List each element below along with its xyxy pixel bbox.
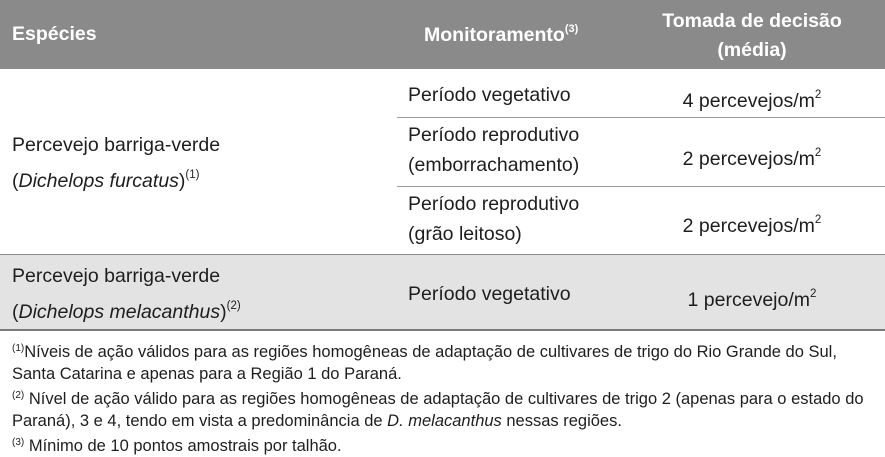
scientific-name: Dichelops furcatus	[18, 170, 179, 192]
footnote-italic: D. melacanthus	[387, 412, 502, 430]
footnote-text-end: nessas regiões.	[501, 412, 622, 430]
period-line1: Período vegetativo	[408, 84, 571, 106]
row-divider	[397, 117, 885, 118]
note-ref: (2)	[226, 300, 241, 312]
decision-text: 2 percevejos/m	[682, 148, 815, 170]
decision-sup: 2	[810, 288, 817, 300]
table-bottom-rule	[0, 329, 885, 331]
footnote-3	[0, 432, 885, 457]
species-common-name: Percevejo barriga-verde	[12, 134, 221, 156]
paren-open: (	[12, 170, 19, 192]
decision-sup: 2	[814, 89, 822, 101]
species-common-name: Percevejo barriga-verde	[12, 265, 221, 287]
header-monitoring	[424, 23, 578, 47]
header-decision-line1: Tomada de decisão	[662, 10, 842, 32]
decision-sup: 2	[814, 214, 822, 226]
decision-cell	[619, 138, 885, 174]
decision-sup: 2	[814, 147, 822, 159]
period-line1: Período reprodutivo	[408, 124, 580, 146]
species-scientific	[12, 160, 220, 196]
decision-cell	[619, 205, 885, 241]
footnote-text: Nível de ação válido para as regiões homogêneas de adaptação de cultivares de trigo 2 (apenas para o estado do Paraná), 3 e 4, tendo em vista a predominância de	[12, 390, 864, 430]
footnote-text: Níveis de ação válidos para as regiões homogêneas de adaptação de cultivares de trigo do Rio Grande do Sul, Santa Catarina e apenas para a Região 1 do Paraná.	[12, 343, 837, 383]
header-decision	[619, 7, 885, 65]
decision-cell	[619, 279, 885, 315]
footnote-text: Mínimo de 10 pontos amostrais por talhão.	[24, 437, 342, 455]
period-cell	[408, 189, 579, 249]
header-decision-line2: (média)	[717, 39, 787, 61]
note-ref: (1)	[185, 169, 200, 181]
species-cell-furcatus	[12, 130, 220, 196]
footnotes	[0, 338, 885, 457]
period-cell	[408, 120, 579, 180]
paren-open: (	[12, 301, 19, 323]
row-divider	[397, 186, 885, 187]
header-species: Espécies	[12, 23, 97, 45]
footnote-ref: (2)	[12, 390, 25, 401]
header-monitoring-note-ref: (3)	[564, 23, 579, 35]
group-divider	[0, 254, 885, 255]
period-line1: Período reprodutivo	[408, 193, 580, 215]
decision-text: 2 percevejos/m	[682, 215, 815, 237]
period-line2: (emborrachamento)	[408, 154, 580, 176]
species-scientific	[12, 291, 241, 327]
header-monitoring-label: Monitoramento	[424, 24, 565, 46]
table-header	[0, 0, 885, 69]
footnote-2	[0, 385, 885, 432]
species-cell-melacanthus	[12, 261, 241, 327]
period-line1: Período vegetativo	[408, 283, 571, 305]
period-cell	[408, 279, 571, 309]
footnote-1	[0, 338, 885, 385]
footnote-ref: (1)	[12, 343, 25, 354]
paren-close: )	[220, 301, 227, 323]
decision-text: 4 percevejos/m	[682, 90, 815, 112]
period-cell	[408, 80, 571, 110]
decision-cell	[619, 80, 885, 116]
footnote-ref: (3)	[12, 437, 25, 448]
period-line2: (grão leitoso)	[408, 223, 522, 245]
scientific-name: Dichelops melacanthus	[18, 301, 221, 323]
paren-close: )	[178, 170, 186, 192]
decision-text: 1 percevejo/m	[687, 289, 811, 311]
